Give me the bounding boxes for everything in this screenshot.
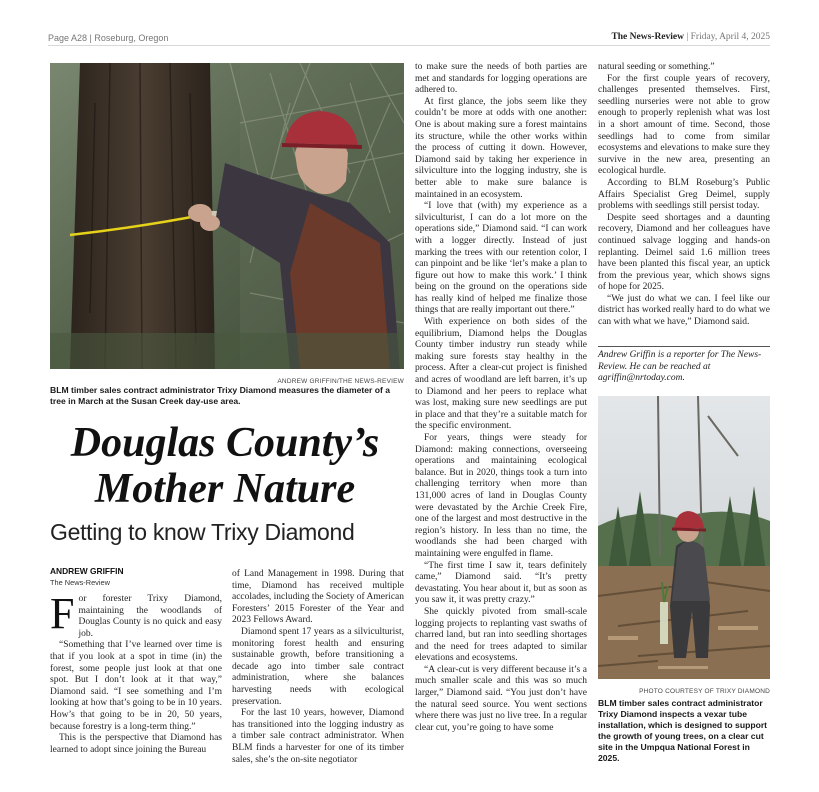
article-paragraph: For years, things were steady for Diamond: making connections, overseeing operations and maintaining ecological balance. But in 2020, things took a turn into challenging territory when more than 131,000 acres of land in Douglas County were devastated by the Archie Creek Fire, one of the largest and most destructive in the region’s history. In less than no time, the woodlands she had been charged with maintaining were engulfed in flame. [415,433,587,559]
byline-org: The News-Review [50,578,110,587]
subheadline: Getting to know Trixy Diamond [50,519,355,545]
article-paragraph: For the last 10 years, however, Diamond has transitioned into the logging industry as a timber sale contract administrator. When BLM finds a harvester for one of its timber sales, she’s the on-site negotiator [232,708,404,765]
article-paragraph: “We just do what we can. I feel like our district has worked really hard to do what we can with what we have,” Diamond said. [598,293,770,328]
article-paragraph: “Something that I’ve learned over time is that if you look at a spot in time (in) the forest, some people just look at that one spot. But I don’t look at it that way,” Diamond said. “I see something and I’m looking at how that’s going to be in 10 years. How’s that going to be in 20, 50 years, because forestry is a long-term thing.” [50,640,222,732]
drop-cap: F [50,589,75,638]
article-paragraph: “A clear-cut is very different because it’s a much smaller scale and this was so much larger,” Diamond said. “You just don’t have the natural seed source. You went sections where there was just no live tree. In a regular clear cut, you’re going to have some [415,664,587,733]
photo-credit: ANDREW GRIFFIN/THE NEWS-REVIEW [277,378,404,385]
article-paragraph: According to BLM Roseburg’s Public Affairs Specialist Greg Deimel, supply problems with seedlings still persist today. [598,177,770,212]
photo-caption: BLM timber sales contract administrator Trixy Diamond inspects a vexar tube installation, which is designed to support the growth of young trees, on a clear cut site in the Umpqua National Forest in 2025. [598,698,768,763]
page-header [48,30,770,46]
article-paragraph: natural seeding or something.” [598,62,715,72]
photo-credit: PHOTO COURTESY OF TRIXY DIAMOND [639,688,770,695]
article-paragraph: of Land Management in 1998. During that time, Diamond has received multiple accolades, including the Society of American Foresters’ 2015 Forester of the Year and 2023 Fellows Award. [232,569,404,626]
article-paragraph: She quickly pivoted from small-scale logging projects to replanting vast swaths of charred land, but ran into seedling shortages and the need for trees adapted to similar elevations and ecosystems. [415,606,587,664]
article-paragraph: Diamond spent 17 years as a silviculturist, monitoring forest health and ensuring sustainable growth, before transitioning a decade ago into timber sale contract administration, where she balances harvesting needs with ecological preservation. [232,626,404,707]
article-paragraph: to make sure the needs of both parties are met and standards for logging operations are adhered to. [415,62,587,96]
article-paragraph: For forester Trixy Diamond, maintaining the woodlands of Douglas County is no quick and easy job. [50,589,222,639]
replanting-photo [598,396,770,679]
article-paragraph: This is the perspective that Diamond has learned to adopt since joining the Bureau [50,733,222,755]
article-column-1 [50,589,222,756]
article-column-4 [598,62,770,329]
headline-line-2: Mother Nature [94,466,356,512]
headline-line-1: Douglas County’s [70,420,380,466]
article-paragraph: “I love that (with) my experience as a silviculturist, I can do a lot more on the operations side,” Diamond said. “I can work with a logger directly. Instead of just marking the trees with our retention color, I can pinpoint and be like ‘let’s make a plan to figure out how to make this work.’ I think being on the ground on the operations side has really kind of helped me finalize those things that are really important out there.” [415,201,587,316]
article-paragraph: Despite seed shortages and a daunting recovery, Diamond and her colleagues have continued salvage logging and hands-on replanting. Deimel said 1.6 million trees have been planted this fiscal year, an uptick from the previous year, which shows signs of hope for 2025. [598,212,770,293]
article-paragraph: For the first couple years of recovery, challenges presented themselves. First, seedling nurseries were not able to grow enough to properly replenish what was lost in a short amount of time. Second, those seedlings had to come from similar ecosystems and elevations to make sure they survive in the new area, presenting an ecological hurdle. [598,73,770,177]
bio-divider [598,346,770,347]
forest-measuring-photo [50,63,404,369]
forest-measuring-photo-icon [50,63,404,369]
photo-caption: BLM timber sales contract administrator Trixy Diamond measures the diameter of a tree in March at the Susan Creek day-use area. [50,385,391,406]
article-paragraph: With experience on both sides of the equilibrium, Diamond helps the Douglas County timber industry run steady while making sure forests stay healthy in the process. After a clear-cut project is finished and acres of woodland are left barren, it’s up to Diamond and her peers to replace what was lost, making sure new seedlings are put in place and that they’re a suitable match for the specific environment. [415,317,587,432]
headline [48,420,402,512]
issue-date: | Friday, April 4, 2025 [686,32,770,42]
byline-author: ANDREW GRIFFIN [50,566,124,576]
page-number-location: Page A28 | Roseburg, Oregon [48,33,169,43]
article-column-3 [415,62,587,734]
article-column-2 [232,569,404,766]
article-paragraph: “The first time I saw it, tears definitely came,” Diamond said. “It’s pretty devastating. You hear about it, but as soon as you saw it, it was pretty crazy.” [415,560,587,606]
paper-name-date [611,32,770,42]
replanting-photo-icon [598,396,770,679]
paper-name: The News-Review [611,32,684,42]
article-paragraph: At first glance, the jobs seem like they couldn’t be more at odds with one another: One is about making sure a forest maintains its structure, while the other works within the process of cutting it down. However, Diamond said by taking her experience in silviculture into the logging industry, she is better able to make sure balance is maintained in an ecosystem. [415,96,587,200]
author-bio: Andrew Griffin is a reporter for The News-Review. He can be reached at agriffin@nrtoday.com. [598,350,762,384]
